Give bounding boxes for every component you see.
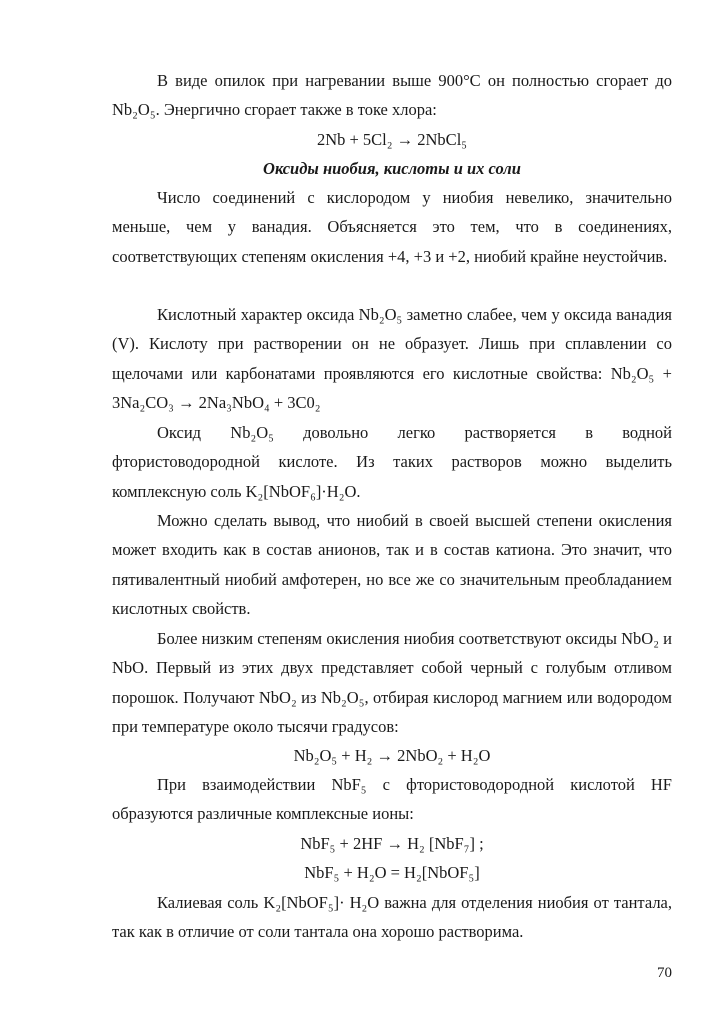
equation-nbf7: NbF₅ + 2HF → H₂ [NbF₇] ; bbox=[300, 834, 484, 853]
equation-nbcl5: 2Nb + 5Cl₂ → 2NbCl₅ bbox=[316, 130, 468, 149]
equation-nbo2: Nb₂O₅ + H₂ → 2NbO₂ + H₂O bbox=[293, 746, 491, 765]
page-number: 70 bbox=[657, 965, 672, 981]
paragraph-lower-oxides: Более низким степеням окисления ниобия соответствуют оксиды NbO₂ и NbO. Первый из этих двух представляет собой черный с голубым отливом порошок. Получают NbO₂ из Nb₂O₅, отбирая кислород магнием или водородом при температуре около тысячи градусов: bbox=[112, 629, 672, 736]
paragraph-conclusion: Можно сделать вывод, что ниобий в своей высшей степени окисления может входить как в состав анионов, так и в состав катиона. Это значит, что пятивалентный ниобий амфотерен, но все же со значительным преобладанием кислотных свойств. bbox=[112, 511, 672, 618]
paragraph-combustion: В виде опилок при нагревании выше 900°С он полностью сгорает до Nb₂O₅. Энергично сгорает также в токе хлора: bbox=[112, 71, 672, 120]
paragraph-hf-dissolution: Оксид Nb₂O₅ довольно легко растворяется в водной фтористоводородной кислоте. Из таких растворов можно выделить комплексную соль K₂[NbOF₆]·H₂O. bbox=[112, 423, 672, 501]
paragraph-oxygen-compounds: Число соединений с кислородом у ниобия невелико, значительно меньше, чем у ванадия. Объясняется это тем, что в соединениях, соответствующих степеням окисления +4, +3 и +2, ниобий крайне неустойчив. bbox=[112, 188, 672, 266]
paragraph-acid-character: Кислотный характер оксида Nb₂O₅ заметно слабее, чем у оксида ванадия (V). Кислоту при растворении он не образует. Лишь при сплавлении со щелочами или карбонатами проявляются его кислотные свойства: Nb₂O₅ + 3Na₂CO₃ → 2Na₃NbO₄ + 3С0₂ bbox=[112, 305, 672, 412]
equation-nbof5: NbF₅ + H₂O = H₂[NbOF₅] bbox=[304, 863, 480, 882]
section-heading: Оксиды ниобия, кислоты и их соли bbox=[263, 159, 521, 178]
paragraph-complex-ions: При взаимодействии NbF₅ с фтористоводородной кислотой HF образуются различные комплексные ионы: bbox=[112, 775, 672, 824]
paragraph-potassium-salt: Калиевая соль K₂[NbOF₅]· H₂O важна для отделения ниобия от тантала, так как в отличие от соли тантала она хорошо растворима. bbox=[112, 893, 672, 942]
